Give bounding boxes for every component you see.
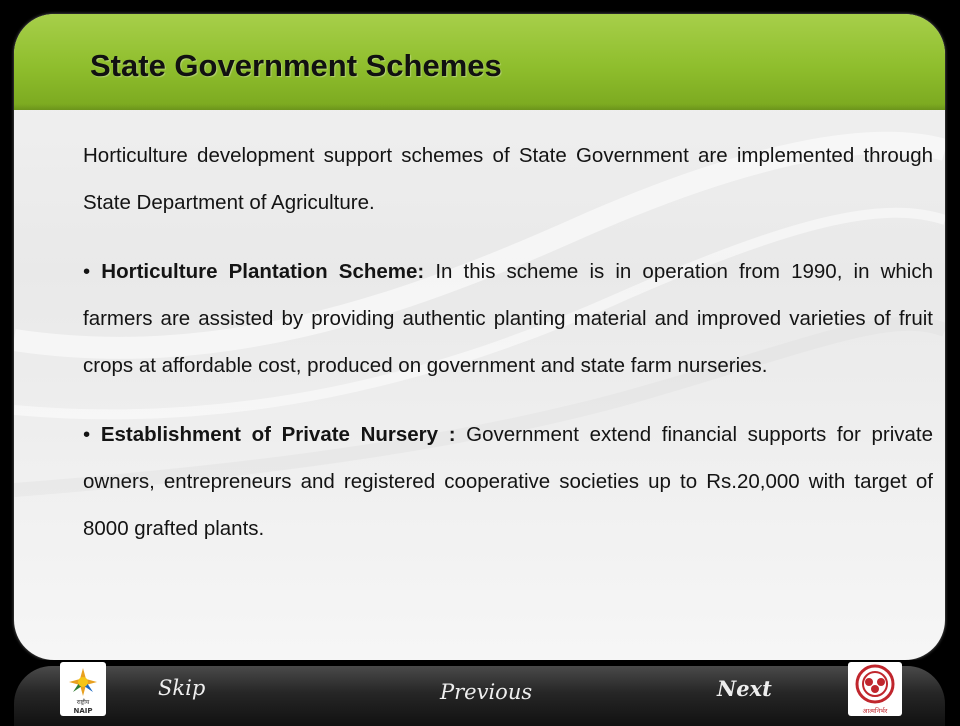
right-logo-script: आत्मनिर्भर bbox=[862, 707, 888, 715]
bullet-private-nursery bbox=[83, 411, 933, 552]
title-bar bbox=[14, 14, 945, 110]
slide-card bbox=[14, 14, 945, 660]
previous-button[interactable]: Previous bbox=[440, 680, 533, 704]
bullet-plantation-scheme bbox=[83, 248, 933, 389]
bullet-text: Government extend financial supports for private owners, entrepreneurs and registered cooperative societies up to Rs.20,000 with target of 8000 grafted plants. bbox=[83, 423, 933, 540]
intro-paragraph: Horticulture development support schemes of State Government are implemented through State Department of Agriculture. bbox=[83, 144, 933, 214]
bullet-text: In this scheme is in operation from 1990, in which farmers are assisted by providing authentic planting material and improved varieties of fruit crops at affordable cost, produced on government and state farm nurseries. bbox=[83, 260, 933, 377]
naip-logo-icon bbox=[60, 662, 106, 716]
left-logo-script: राष्ट्रीय bbox=[76, 699, 90, 706]
bullet-marker: • bbox=[83, 423, 91, 446]
bullet-heading: Horticulture Plantation Scheme: bbox=[101, 260, 425, 283]
content-body bbox=[83, 132, 933, 552]
skip-button[interactable]: Skip bbox=[158, 676, 206, 700]
institute-emblem-icon bbox=[848, 662, 902, 716]
bullet-heading: Establishment of Private Nursery : bbox=[100, 423, 456, 446]
next-button[interactable]: Next bbox=[717, 676, 772, 701]
page-title: State Government Schemes bbox=[90, 48, 502, 83]
left-logo-caption: NAIP bbox=[73, 707, 93, 715]
bullet-marker: • bbox=[83, 260, 91, 283]
